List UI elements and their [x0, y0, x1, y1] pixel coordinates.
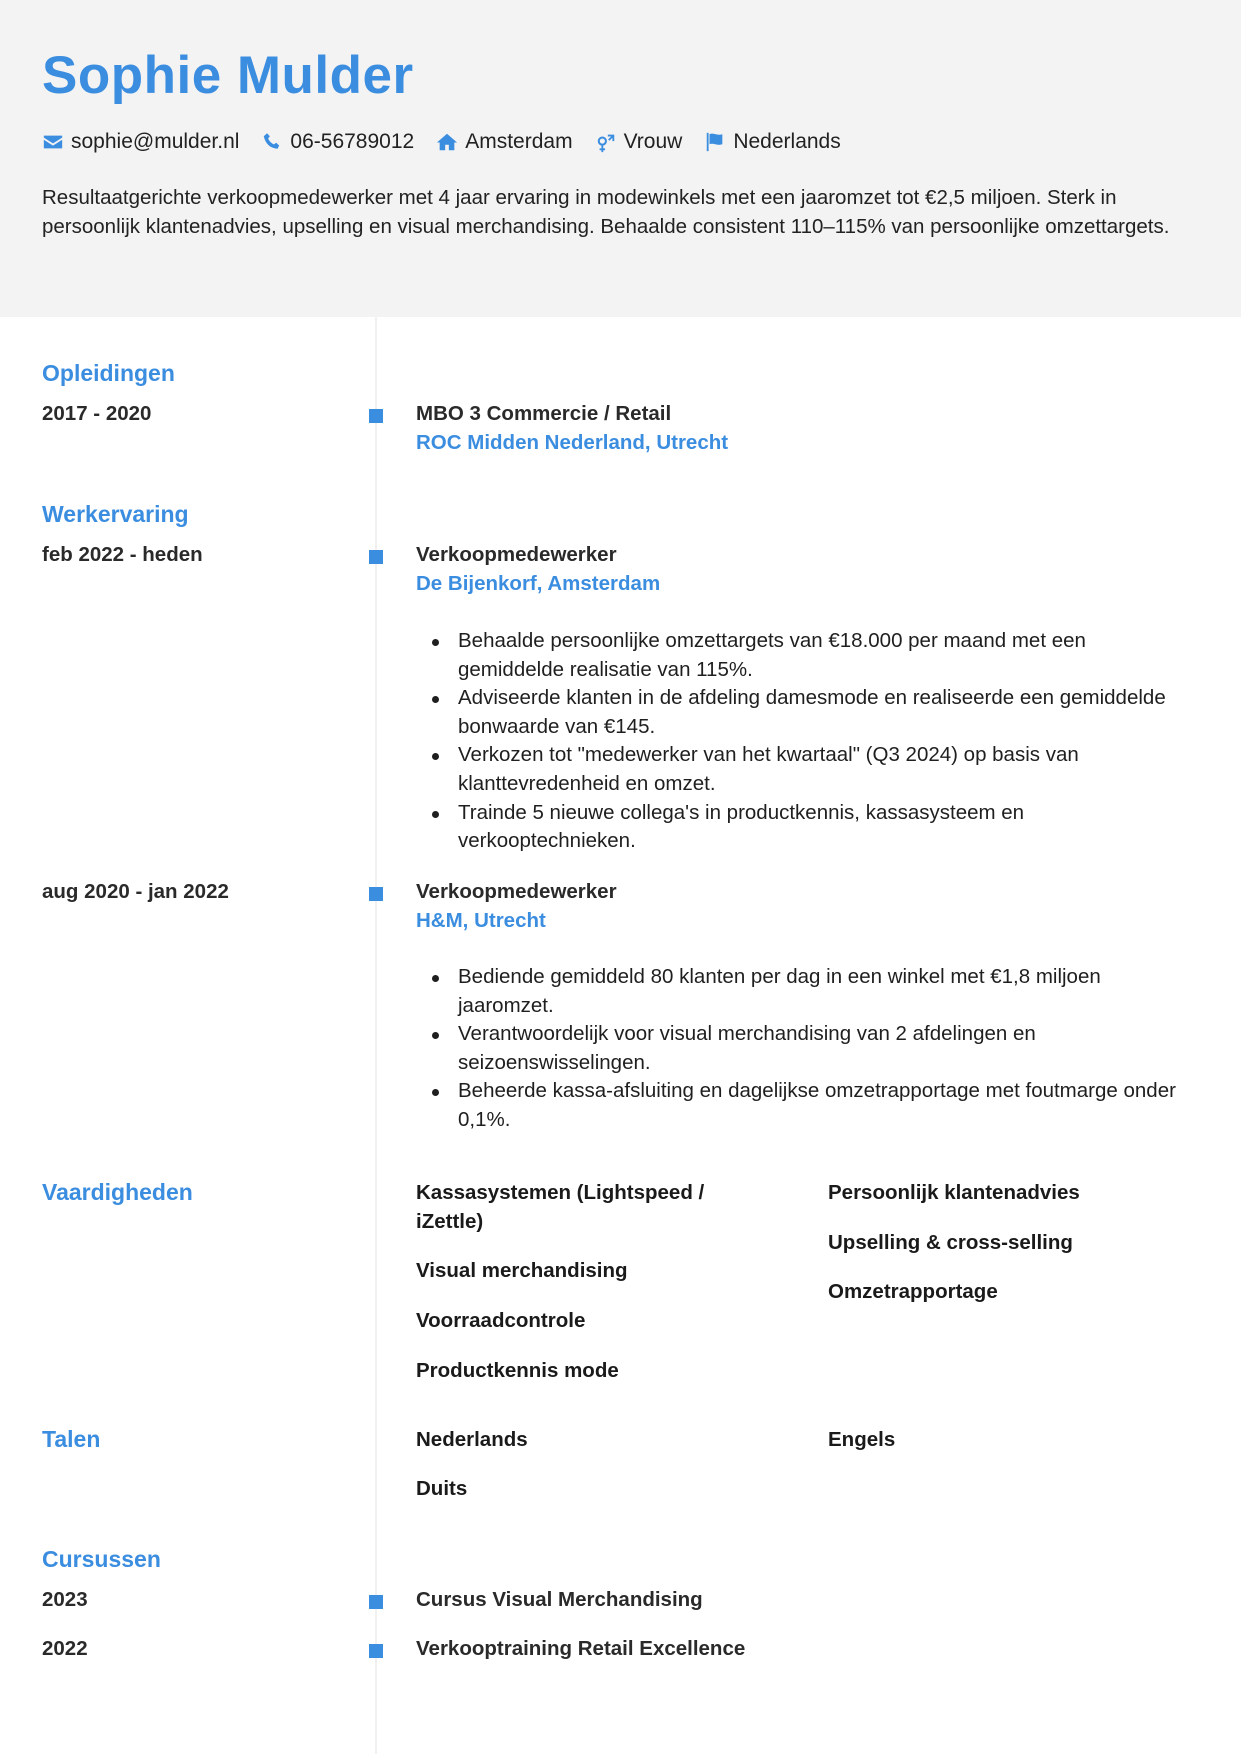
timeline-marker — [369, 550, 383, 564]
timeline-marker — [369, 1644, 383, 1658]
flag-icon — [704, 131, 726, 153]
phone-icon — [261, 131, 283, 153]
envelope-icon — [42, 131, 64, 153]
list-item: Beheerde kassa-afsluiting en dagelijkse omzetrapportage met foutmarge onder 0,1%. — [416, 1077, 1196, 1134]
email-text: sophie@mulder.nl — [71, 130, 240, 153]
skill-item: Upselling & cross-selling — [828, 1231, 1073, 1254]
job-date: aug 2020 - jan 2022 — [42, 880, 229, 903]
home-icon — [436, 131, 458, 153]
timeline-marker — [369, 409, 383, 423]
skill-item: Productkennis mode — [416, 1359, 619, 1382]
job-achievements — [416, 627, 1196, 856]
skill-item: Omzetrapportage — [828, 1280, 998, 1303]
cv-header — [0, 0, 1241, 317]
person-name: Sophie Mulder — [42, 46, 414, 105]
section-title-languages: Talen — [42, 1426, 101, 1452]
contact-nationality — [704, 130, 840, 154]
list-item: Verkozen tot "medewerker van het kwartaal" (Q3 2024) op basis van klanttevredenheid en omzet. — [416, 741, 1196, 798]
list-item: Adviseerde klanten in de afdeling damesmode en realiseerde een gemiddelde bonwaarde van €145. — [416, 684, 1196, 741]
education-school: ROC Midden Nederland, Utrecht — [416, 431, 729, 454]
job-achievements — [416, 963, 1196, 1135]
timeline-marker — [369, 1595, 383, 1609]
language-item: Engels — [828, 1428, 896, 1451]
section-title-experience: Werkervaring — [42, 501, 189, 527]
section-title-skills: Vaardigheden — [42, 1179, 193, 1205]
course-title: Verkooptraining Retail Excellence — [416, 1637, 746, 1660]
section-title-education: Opleidingen — [42, 360, 175, 386]
job-employer: De Bijenkorf, Amsterdam — [416, 572, 661, 595]
list-item: Behaalde persoonlijke omzettargets van €18.000 per maand met een gemiddelde realisatie van 115%. — [416, 627, 1196, 684]
course-title: Cursus Visual Merchandising — [416, 1588, 703, 1611]
skill-item: Kassasystemen (Lightspeed / iZettle) — [416, 1181, 705, 1233]
list-item: Trainde 5 nieuwe collega's in productkennis, kassasysteem en verkooptechnieken. — [416, 799, 1196, 856]
contact-gender — [595, 130, 683, 154]
profile-summary: Resultaatgerichte verkoopmedewerker met 4 jaar ervaring in modewinkels met een jaaromzet tot €2,5 miljoen. Sterk in persoonlijk klantenadvies, upselling en visual merchandising. Behaalde consistent 110–115% van persoonlijke omzettargets. — [42, 186, 1170, 238]
phone-text: 06-56789012 — [290, 130, 415, 153]
skill-item: Voorraadcontrole — [416, 1309, 586, 1332]
skill-item: Visual merchandising — [416, 1259, 628, 1282]
language-item: Nederlands — [416, 1428, 528, 1451]
list-item: Verantwoordelijk voor visual merchandising van 2 afdelingen en seizoenswisselingen. — [416, 1020, 1196, 1077]
language-item: Duits — [416, 1477, 468, 1500]
job-title: Verkoopmedewerker — [416, 543, 617, 566]
contact-row — [42, 130, 1199, 154]
list-item: Bediende gemiddeld 80 klanten per dag in een winkel met €1,8 miljoen jaaromzet. — [416, 963, 1196, 1020]
course-date: 2023 — [42, 1588, 88, 1611]
timeline-marker — [369, 887, 383, 901]
contact-phone[interactable] — [261, 130, 414, 154]
education-title: MBO 3 Commercie / Retail — [416, 402, 672, 425]
job-date: feb 2022 - heden — [42, 543, 203, 566]
job-employer: H&M, Utrecht — [416, 909, 546, 932]
gender-text: Vrouw — [623, 130, 683, 153]
contact-email[interactable] — [42, 130, 239, 154]
timeline-divider — [375, 317, 377, 1754]
skill-item: Persoonlijk klantenadvies — [828, 1181, 1080, 1204]
section-title-courses: Cursussen — [42, 1546, 161, 1572]
nationality-text: Nederlands — [733, 130, 841, 153]
gender-icon — [595, 131, 617, 153]
contact-city — [436, 130, 572, 154]
job-title: Verkoopmedewerker — [416, 880, 617, 903]
course-date: 2022 — [42, 1637, 88, 1660]
education-date: 2017 - 2020 — [42, 402, 152, 425]
city-text: Amsterdam — [465, 130, 573, 153]
